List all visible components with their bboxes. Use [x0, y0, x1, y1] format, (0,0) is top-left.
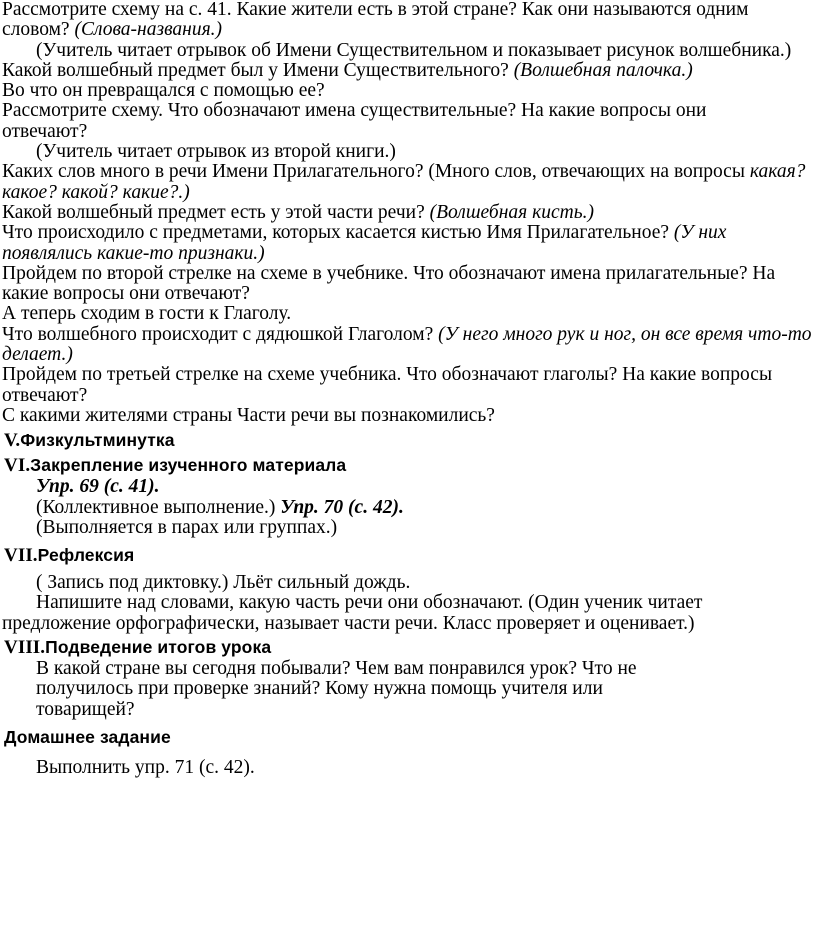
question-text: Что волшебного происходит с дядюшкой Глаголом? — [2, 323, 439, 345]
section-title: Рефлексия — [37, 545, 135, 566]
section-number: VIII. — [4, 637, 46, 659]
answer-text: (У него много рук и ног, он все время что-то делает.) — [2, 323, 812, 366]
question-text: Рассмотрите схему на с. 41. Какие жители есть в этой стране? Как они называются одним словом? — [2, 0, 749, 41]
section-number: V. — [4, 430, 21, 452]
section-number: VI. — [4, 455, 31, 477]
question-text: Каких слов много в речи Имени Прилагательного? (Много слов, отвечающих на вопросы — [2, 161, 750, 183]
paragraph — [2, 223, 814, 264]
paragraph — [2, 162, 814, 203]
exercise-line — [2, 477, 814, 497]
question-text: Какой волшебный предмет был у Имени Существительного? — [2, 59, 514, 81]
exercise-ref: Упр. 69 (с. 41). — [36, 476, 160, 498]
answer-text: (Волшебная палочка.) — [513, 59, 693, 81]
exercise-note: (Коллективное выполнение.) — [36, 496, 281, 518]
homework-text: Выполнить упр. 71 (с. 42). — [36, 756, 255, 778]
paragraph: Рассмотрите схему. Что обозначают имена существительные? На какие вопросы они отвечают? — [2, 100, 707, 142]
paragraph: Пройдем по третьей стрелке на схеме учебника. Что обозначают глаголы? На какие вопросы отвечают? — [2, 364, 773, 406]
section-title: Физкультминутка — [20, 430, 175, 451]
paragraph — [2, 203, 814, 223]
question-text: Какой волшебный предмет есть у этой части речи? — [2, 201, 430, 223]
paragraph — [2, 0, 814, 41]
section-title: Закрепление изученного материала — [30, 455, 347, 476]
section-heading-6 — [4, 454, 814, 477]
paragraph: Напишите над словами, какую часть речи они обозначают. (Один ученик читает предложение орфографически, называет части речи. Класс проверяет и оценивает.) — [2, 592, 703, 634]
section-number: VII. — [4, 545, 38, 567]
teacher-note: (Учитель читает отрывок из второй книги.) — [36, 141, 396, 163]
answer-text: какая? какое? какой? какие?.) — [2, 161, 806, 203]
answer-text: (У них появлялись какие-то признаки.) — [2, 222, 727, 264]
paragraph: С какими жителями страны Части речи вы познакомились? — [2, 404, 495, 426]
paragraph: Пройдем по второй стрелке на схеме в учебнике. Что обозначают имена прилагательные? На какие вопросы они отвечают? — [2, 262, 776, 305]
section-heading-8 — [4, 636, 814, 659]
exercise-ref: Упр. 70 (с. 42). — [280, 496, 404, 518]
section-heading-7 — [4, 544, 814, 567]
exercise-line — [2, 498, 814, 518]
section-title: Подведение итогов урока — [45, 637, 272, 658]
teacher-note: (Учитель читает отрывок об Имени Существительном и показывает рисунок волшебника.) — [36, 39, 792, 61]
homework-heading: Домашнее задание — [4, 726, 171, 747]
paragraph — [2, 325, 814, 366]
section-heading-5 — [4, 429, 814, 452]
paragraph — [2, 61, 814, 81]
paragraph: Во что он превращался с помощью ее? — [2, 80, 325, 102]
paragraph: В какой стране вы сегодня побывали? Чем вам понравился урок? Что не получилось при проверке знаний? Кому нужна помощь учителя или товарищей? — [36, 658, 637, 720]
dictation-line: ( Запись под диктовку.) Льёт сильный дождь. — [36, 572, 411, 594]
exercise-note: (Выполняется в парах или группах.) — [36, 516, 338, 538]
answer-text: (Волшебная кисть.) — [429, 201, 594, 223]
paragraph: А теперь сходим в гости к Глаголу. — [2, 303, 292, 325]
question-text: Что происходило с предметами, которых касается кистью Имя Прилагательное? — [2, 222, 674, 244]
answer-text: (Слова-названия.) — [74, 19, 223, 41]
